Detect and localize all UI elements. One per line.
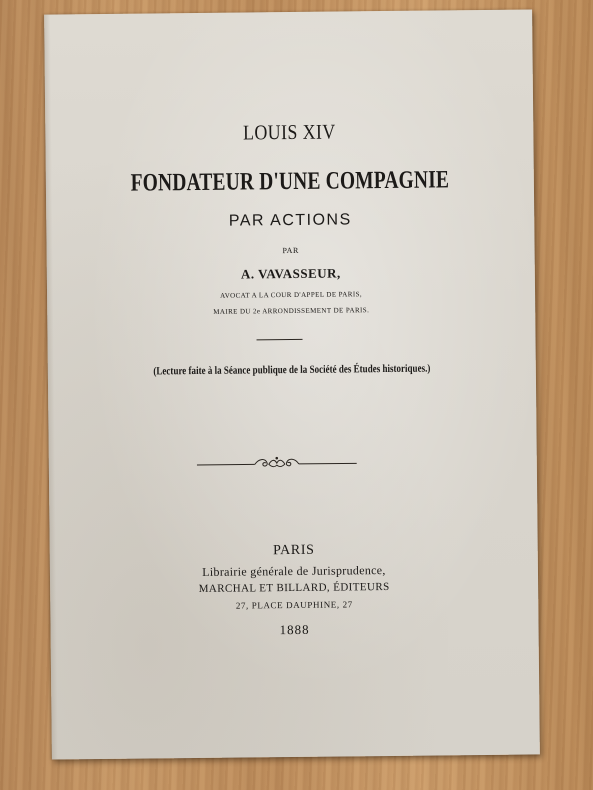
title-line-2: FONDATEUR D'UNE COMPAGNIE xyxy=(130,166,450,197)
publisher-address: 27, PLACE DAUPHINE, 27 xyxy=(235,599,353,611)
author-role-2: MAIRE DU 2e ARRONDISSEMENT DE PARIS. xyxy=(213,306,370,316)
title-line-3: PAR ACTIONS xyxy=(228,211,352,230)
publisher-line-1: Librairie générale de Jurisprudence, xyxy=(202,563,386,579)
author-name: A. VAVASSEUR, xyxy=(240,265,341,282)
title-divider xyxy=(257,339,303,340)
lecture-note: (Lecture faite à la Séance publique de la Société des Études historiques.) xyxy=(153,362,431,378)
pamphlet-cover xyxy=(44,9,540,759)
publisher-line-2: MARCHAL ET BILLARD, ÉDITEURS xyxy=(198,580,390,595)
cover-content xyxy=(44,9,540,759)
ornament-divider xyxy=(197,451,357,473)
publication-city: PARIS xyxy=(272,542,315,559)
by-label: PAR xyxy=(282,245,299,256)
author-role-1: AVOCAT A LA COUR D'APPEL DE PARIS, xyxy=(220,290,363,300)
publication-year: 1888 xyxy=(279,621,310,638)
title-line-1: LOUIS XIV xyxy=(242,119,336,145)
